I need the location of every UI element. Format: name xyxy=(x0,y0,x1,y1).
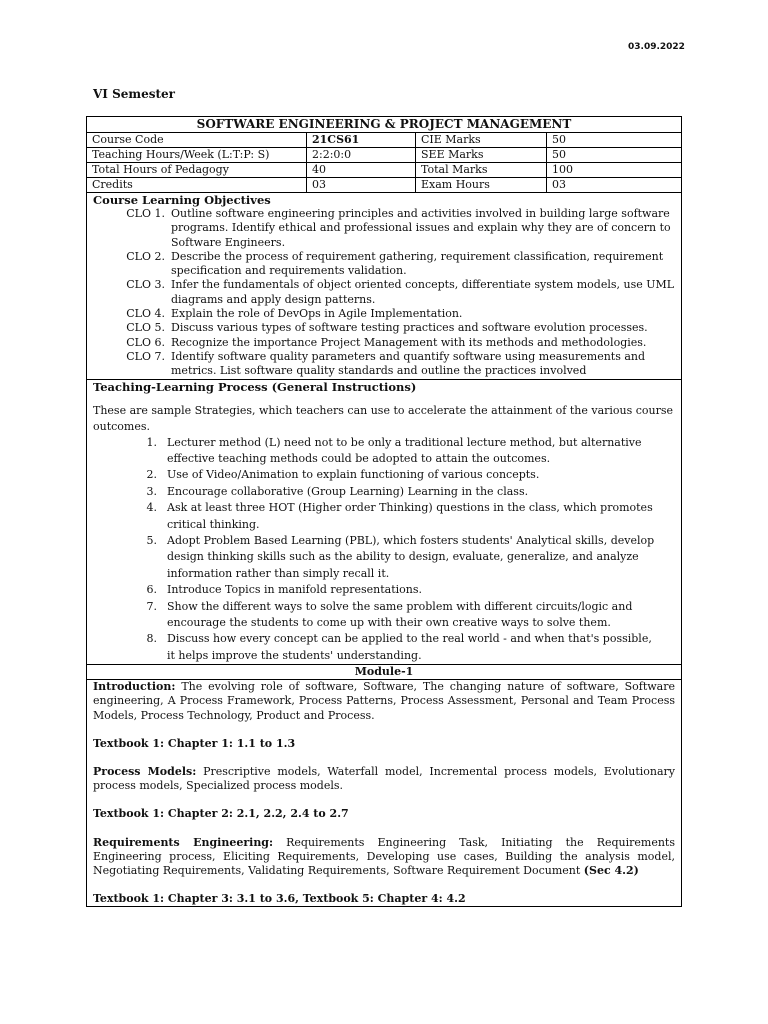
clo-number: CLO 4. xyxy=(126,307,165,321)
cie-marks-label: CIE Marks xyxy=(416,133,547,148)
textbook-reference: Textbook 1: Chapter 1: 1.1 to 1.3 xyxy=(93,736,296,750)
document-date: 03.09.2022 xyxy=(628,42,685,52)
clo-number: CLO 6. xyxy=(126,335,165,349)
semester-label: VI Semester xyxy=(93,87,175,101)
clo-text: Explain the role of DevOps in Agile Implementation. xyxy=(171,307,463,321)
clo-text: Infer the fundamentals of object oriented concepts, differentiate system models, use UML diagrams and apply design patterns. xyxy=(171,278,675,306)
item-number: 4. xyxy=(146,501,157,515)
introduction-text: The evolving role of software, Software, The changing nature of software, Software engineering, A Process Framework, Process Patterns, Process Assessment, Personal and Team Process Models, Process Technology, Product and Process. xyxy=(93,680,675,722)
process-models-label: Process Models: xyxy=(93,765,197,779)
list-item xyxy=(93,467,675,483)
requirements-label: Requirements Engineering: xyxy=(93,835,274,849)
list-item xyxy=(93,533,675,582)
clo-number: CLO 7. xyxy=(126,349,165,363)
item-text: Introduce Topics in manifold representations. xyxy=(167,583,423,597)
table-row xyxy=(87,133,681,148)
clo-text: Recognize the importance Project Management with its methods and methodologies. xyxy=(171,335,647,349)
exam-hours-value: 03 xyxy=(547,178,682,193)
list-item xyxy=(93,484,675,500)
module-content xyxy=(87,680,681,906)
item-text: Use of Video/Animation to explain functioning of various concepts. xyxy=(167,468,540,482)
exam-hours-label: Exam Hours xyxy=(416,178,547,193)
course-title: SOFTWARE ENGINEERING & PROJECT MANAGEMENT xyxy=(87,117,681,133)
item-number: 3. xyxy=(146,484,157,498)
credits-label: Credits xyxy=(87,178,307,193)
section-reference: (Sec 4.2) xyxy=(583,864,639,878)
item-number: 8. xyxy=(146,632,157,646)
clo-number: CLO 3. xyxy=(126,278,165,292)
list-item xyxy=(93,336,675,350)
item-text: Encourage collaborative (Group Learning) Learning in the class. xyxy=(167,484,529,498)
list-item xyxy=(93,599,675,632)
course-code-value: 21CS61 xyxy=(307,133,416,148)
pedagogy-hours-label: Total Hours of Pedagogy xyxy=(87,163,307,178)
item-text: Lecturer method (L) need not to be only a traditional lecture method, but alternative effective teaching methods could be adopted to attain the outcomes. xyxy=(167,435,642,465)
clo-number: CLO 2. xyxy=(126,249,165,263)
item-text: Ask at least three HOT (Higher order Thinking) questions in the class, which promotes critical thinking. xyxy=(167,501,653,531)
list-item xyxy=(93,321,675,335)
clo-number: CLO 1. xyxy=(126,207,165,220)
clo-text: Discuss various types of software testing practices and software evolution processes. xyxy=(171,321,648,335)
item-number: 2. xyxy=(146,468,157,482)
tlp-heading: Teaching-Learning Process (General Instructions) xyxy=(93,379,417,394)
requirements-text: Requirements Engineering Task, Initiating the Requirements Engineering process, Eliciting Requirements, Developing use cases, Building the analysis model, Negotiating Requirements, Validating Requirements, Software Requirement Document xyxy=(93,835,675,878)
list-item xyxy=(93,307,675,321)
list-item xyxy=(93,435,675,468)
total-marks-value: 100 xyxy=(547,163,682,178)
list-item xyxy=(93,278,675,307)
see-marks-label: SEE Marks xyxy=(416,148,547,163)
item-text: Show the different ways to solve the same problem with different circuits/logic and encourage the students to come up with their own creative ways to solve them. xyxy=(167,599,633,630)
textbook-reference: Textbook 1: Chapter 2: 2.1, 2.2, 2.4 to 2.7 xyxy=(93,807,349,821)
item-number: 5. xyxy=(146,534,157,547)
list-item xyxy=(93,207,675,250)
item-text: Adopt Problem Based Learning (PBL), which fosters students' Analytical skills, develop design thinking skills such as the ability to design, evaluate, generalize, and analyze information rather than simply recall it. xyxy=(167,534,655,580)
total-marks-label: Total Marks xyxy=(416,163,547,178)
list-item xyxy=(93,250,675,279)
item-number: 6. xyxy=(146,583,157,597)
pedagogy-hours-value: 40 xyxy=(307,163,416,178)
table-row xyxy=(87,163,681,178)
list-item xyxy=(93,500,675,533)
list-item xyxy=(93,350,675,379)
cie-marks-value: 50 xyxy=(547,133,682,148)
process-models-text: Prescriptive models, Waterfall model, Incremental process models, Evolutionary process models, Specialized process models. xyxy=(93,765,675,793)
clo-heading: Course Learning Objectives xyxy=(93,193,271,207)
teaching-learning-section xyxy=(87,380,681,666)
tlp-intro: These are sample Strategies, which teachers can use to accelerate the attainment of the various course outcomes. xyxy=(93,403,674,433)
clo-text: Identify software quality parameters and quantify software using measurements and metrics. List software quality standards and outline the practices involved xyxy=(171,349,646,378)
process-models-paragraph xyxy=(93,765,675,793)
clo-number: CLO 5. xyxy=(126,321,165,335)
clo-text: Outline software engineering principles and activities involved in building large software programs. Identify ethical and professional issues and explain why they are of concern to Software Engineers. xyxy=(171,207,671,249)
item-text: Discuss how every concept can be applied to the real world - and when that's possible, it helps improve the students' understanding. xyxy=(167,632,652,662)
syllabus-table xyxy=(86,116,682,907)
requirements-paragraph xyxy=(93,836,675,879)
clo-section xyxy=(87,193,681,380)
introduction-label: Introduction: xyxy=(93,680,176,694)
list-item xyxy=(93,631,675,664)
module-title: Module-1 xyxy=(87,665,681,680)
teaching-hours-label: Teaching Hours/Week (L:T:P: S) xyxy=(87,148,307,163)
teaching-hours-value: 2:2:0:0 xyxy=(307,148,416,163)
table-row xyxy=(87,178,681,193)
item-number: 1. xyxy=(146,435,157,449)
course-code-label: Course Code xyxy=(87,133,307,148)
table-row xyxy=(87,148,681,163)
item-number: 7. xyxy=(146,599,157,613)
clo-text: Describe the process of requirement gathering, requirement classification, requirement specification and requirements validation. xyxy=(171,249,664,278)
list-item xyxy=(93,582,675,598)
course-info-table xyxy=(87,133,681,193)
see-marks-value: 50 xyxy=(547,148,682,163)
textbook-reference: Textbook 1: Chapter 3: 3.1 to 3.6, Textbook 5: Chapter 4: 4.2 xyxy=(93,892,466,906)
credits-value: 03 xyxy=(307,178,416,193)
introduction-paragraph xyxy=(93,680,675,723)
